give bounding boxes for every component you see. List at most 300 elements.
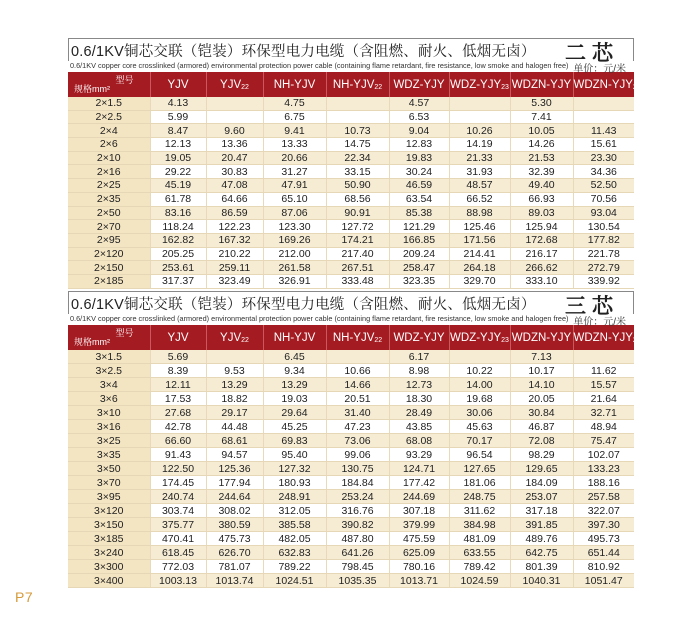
price-cell: 93.04	[573, 206, 634, 220]
price-cell: 10.73	[326, 124, 389, 138]
price-cell: 13.29	[263, 378, 326, 392]
column-header	[326, 72, 389, 97]
price-cell: 470.41	[150, 532, 206, 546]
price-cell: 70.17	[449, 434, 510, 448]
spec-cell: 2×50	[68, 206, 150, 220]
price-cell: 216.17	[510, 247, 573, 261]
price-cell: 87.06	[263, 206, 326, 220]
header-row	[68, 72, 634, 97]
price-cell: 17.53	[150, 392, 206, 406]
price-cell: 8.47	[150, 124, 206, 138]
price-cell: 95.40	[263, 448, 326, 462]
price-cell: 127.65	[449, 462, 510, 476]
price-cell	[573, 97, 634, 110]
column-header-name: WDZN-YJY	[511, 78, 572, 91]
price-cell	[206, 350, 263, 364]
price-cell	[326, 110, 389, 124]
column-header-subscript: 22	[374, 336, 383, 344]
column-header-subscript: 22	[241, 83, 249, 91]
price-cell: 68.56	[326, 192, 389, 206]
price-cell: 102.07	[573, 448, 634, 462]
price-cell: 18.30	[389, 392, 449, 406]
price-cell: 75.47	[573, 434, 634, 448]
price-cell: 89.03	[510, 206, 573, 220]
price-cell: 130.54	[573, 220, 634, 234]
column-header-name: NH-YJV	[273, 78, 316, 91]
price-cell: 10.17	[510, 364, 573, 378]
price-cell: 1013.74	[206, 574, 263, 588]
price-cell: 390.82	[326, 518, 389, 532]
price-cell: 8.39	[150, 364, 206, 378]
price-cell: 14.19	[449, 138, 510, 152]
price-cell: 15.57	[573, 378, 634, 392]
price-cell: 317.18	[510, 504, 573, 518]
price-cell: 184.84	[326, 476, 389, 490]
column-header	[263, 72, 326, 97]
price-cell: 248.91	[263, 490, 326, 504]
price-cell: 177.82	[573, 233, 634, 247]
price-cell: 30.06	[449, 406, 510, 420]
price-cell: 6.75	[263, 110, 326, 124]
price-cell: 217.40	[326, 247, 389, 261]
column-header	[449, 325, 510, 350]
price-cell: 14.10	[510, 378, 573, 392]
price-cell: 626.70	[206, 546, 263, 560]
price-cell: 311.62	[449, 504, 510, 518]
price-cell: 32.71	[573, 406, 634, 420]
price-cell: 267.51	[326, 261, 389, 275]
section-title: 0.6/1KV铜芯交联（铠装）环保型电力电缆（含阻燃、耐火、低烟无卤）	[71, 44, 536, 60]
spec-cell: 3×2.5	[68, 364, 150, 378]
price-cell: 174.21	[326, 233, 389, 247]
column-header	[263, 325, 326, 350]
table-row	[68, 233, 634, 247]
spec-cell: 3×6	[68, 392, 150, 406]
price-cell: 210.22	[206, 247, 263, 261]
table-row	[68, 490, 634, 504]
table-row	[68, 192, 634, 206]
corner-header	[68, 325, 150, 350]
price-cell: 11.43	[573, 124, 634, 138]
price-cell: 329.70	[449, 274, 510, 288]
price-cell: 266.62	[510, 261, 573, 275]
price-cell: 625.09	[389, 546, 449, 560]
price-cell: 1013.71	[389, 574, 449, 588]
price-cell: 172.68	[510, 233, 573, 247]
price-cell: 495.73	[573, 532, 634, 546]
price-cell: 133.23	[573, 462, 634, 476]
column-header-subscript: 23	[501, 336, 509, 344]
table-row	[68, 179, 634, 193]
price-cell: 166.85	[389, 233, 449, 247]
table-row	[68, 151, 634, 165]
price-cell: 19.03	[263, 392, 326, 406]
table-row	[68, 406, 634, 420]
table-row	[68, 261, 634, 275]
price-cell	[206, 110, 263, 124]
table-row	[68, 247, 634, 261]
price-cell: 29.17	[206, 406, 263, 420]
price-cell: 23.30	[573, 151, 634, 165]
table-row	[68, 220, 634, 234]
price-cell: 240.74	[150, 490, 206, 504]
price-cell: 47.91	[263, 179, 326, 193]
price-cell: 48.94	[573, 420, 634, 434]
price-cell: 316.76	[326, 504, 389, 518]
column-header	[389, 72, 449, 97]
spec-cell: 3×4	[68, 378, 150, 392]
column-header-subscript: 22	[241, 336, 249, 344]
price-cell: 169.26	[263, 233, 326, 247]
price-cell: 253.07	[510, 490, 573, 504]
price-cell: 44.48	[206, 420, 263, 434]
spec-cell: 2×6	[68, 138, 150, 152]
price-cell: 385.58	[263, 518, 326, 532]
price-cell: 65.10	[263, 192, 326, 206]
spec-cell: 3×16	[68, 420, 150, 434]
price-cell: 10.22	[449, 364, 510, 378]
spec-cell: 2×2.5	[68, 110, 150, 124]
price-cell: 19.83	[389, 151, 449, 165]
price-cell: 9.41	[263, 124, 326, 138]
spec-cell: 2×10	[68, 151, 150, 165]
column-header	[150, 325, 206, 350]
spec-cell: 3×1.5	[68, 350, 150, 364]
price-cell: 43.85	[389, 420, 449, 434]
price-cell: 129.65	[510, 462, 573, 476]
price-cell: 14.00	[449, 378, 510, 392]
table-row	[68, 392, 634, 406]
price-cell: 91.43	[150, 448, 206, 462]
price-cell: 261.58	[263, 261, 326, 275]
price-cell: 27.68	[150, 406, 206, 420]
price-cell: 124.71	[389, 462, 449, 476]
column-header-subscript: 23	[632, 83, 641, 91]
price-cell: 171.56	[449, 233, 510, 247]
price-cell: 481.09	[449, 532, 510, 546]
corner-header	[68, 72, 150, 97]
price-cell: 47.08	[206, 179, 263, 193]
price-cell: 1035.35	[326, 574, 389, 588]
price-cell: 32.39	[510, 165, 573, 179]
price-cell: 12.73	[389, 378, 449, 392]
column-header	[206, 325, 263, 350]
price-cell: 7.41	[510, 110, 573, 124]
price-cell: 264.18	[449, 261, 510, 275]
table-row	[68, 350, 634, 364]
table-row	[68, 124, 634, 138]
price-cell: 651.44	[573, 546, 634, 560]
table-row	[68, 434, 634, 448]
column-header	[573, 72, 641, 97]
price-cell: 86.59	[206, 206, 263, 220]
price-cell: 19.68	[449, 392, 510, 406]
price-cell: 130.75	[326, 462, 389, 476]
page-number: P7	[15, 589, 34, 605]
price-cell: 482.05	[263, 532, 326, 546]
price-cell: 323.49	[206, 274, 263, 288]
price-cell: 48.57	[449, 179, 510, 193]
price-cell: 177.94	[206, 476, 263, 490]
price-cell: 253.61	[150, 261, 206, 275]
spec-cell: 3×70	[68, 476, 150, 490]
price-cell: 29.64	[263, 406, 326, 420]
price-cell: 125.36	[206, 462, 263, 476]
price-cell: 6.17	[389, 350, 449, 364]
column-header-name: NH-YJV	[332, 78, 375, 91]
price-cell: 177.42	[389, 476, 449, 490]
price-cell: 214.41	[449, 247, 510, 261]
price-cell: 248.75	[449, 490, 510, 504]
price-cell: 801.39	[510, 560, 573, 574]
price-cell: 13.29	[206, 378, 263, 392]
price-cell: 66.52	[449, 192, 510, 206]
spec-cell: 2×120	[68, 247, 150, 261]
price-cell: 125.94	[510, 220, 573, 234]
price-cell: 257.58	[573, 490, 634, 504]
price-cell: 1024.59	[449, 574, 510, 588]
column-header-name: YJV	[220, 331, 242, 344]
spec-cell: 2×95	[68, 233, 150, 247]
price-cell: 50.90	[326, 179, 389, 193]
price-cell: 9.60	[206, 124, 263, 138]
price-cell: 66.60	[150, 434, 206, 448]
core-label: 三芯	[565, 294, 619, 318]
price-cell: 64.66	[206, 192, 263, 206]
column-header-name: WDZ-YJY	[450, 331, 502, 344]
price-cell: 4.13	[150, 97, 206, 110]
price-cell: 125.46	[449, 220, 510, 234]
price-cell: 781.07	[206, 560, 263, 574]
price-cell: 1024.51	[263, 574, 326, 588]
price-cell: 244.69	[389, 490, 449, 504]
price-cell: 47.23	[326, 420, 389, 434]
spec-cell: 3×50	[68, 462, 150, 476]
price-cell: 69.83	[263, 434, 326, 448]
price-cell: 1003.13	[150, 574, 206, 588]
price-cell: 14.75	[326, 138, 389, 152]
price-cell: 180.93	[263, 476, 326, 490]
column-header-name: WDZ-YJY	[393, 78, 445, 91]
price-cell	[206, 97, 263, 110]
price-cell: 31.40	[326, 406, 389, 420]
price-cell: 29.22	[150, 165, 206, 179]
price-cell: 127.32	[263, 462, 326, 476]
price-cell: 326.91	[263, 274, 326, 288]
price-cell: 633.55	[449, 546, 510, 560]
price-cell: 18.82	[206, 392, 263, 406]
price-cell: 6.53	[389, 110, 449, 124]
price-cell: 12.13	[150, 138, 206, 152]
section-header	[68, 291, 634, 318]
price-cell: 68.61	[206, 434, 263, 448]
table-row	[68, 448, 634, 462]
price-cell	[573, 110, 634, 124]
table-row	[68, 97, 634, 110]
spec-cell: 3×300	[68, 560, 150, 574]
price-cell: 641.26	[326, 546, 389, 560]
price-cell: 93.29	[389, 448, 449, 462]
price-cell: 12.83	[389, 138, 449, 152]
price-cell: 339.92	[573, 274, 634, 288]
spec-cell: 2×1.5	[68, 97, 150, 110]
table-row	[68, 574, 634, 588]
column-header	[449, 72, 510, 97]
price-cell: 20.05	[510, 392, 573, 406]
price-cell: 121.29	[389, 220, 449, 234]
price-cell: 221.78	[573, 247, 634, 261]
section-title: 0.6/1KV铜芯交联（铠装）环保型电力电缆（含阻燃、耐火、低烟无卤）	[71, 297, 536, 313]
price-cell: 272.79	[573, 261, 634, 275]
price-cell: 31.93	[449, 165, 510, 179]
price-cell: 303.74	[150, 504, 206, 518]
table-row	[68, 420, 634, 434]
price-cell: 384.98	[449, 518, 510, 532]
price-cell: 70.56	[573, 192, 634, 206]
column-header-subscript: 23	[501, 83, 509, 91]
price-cell: 181.06	[449, 476, 510, 490]
price-cell: 30.24	[389, 165, 449, 179]
column-header-name: WDZN-YJY	[573, 78, 633, 91]
table-row	[68, 110, 634, 124]
price-cell: 20.47	[206, 151, 263, 165]
price-cell: 642.75	[510, 546, 573, 560]
price-cell: 5.99	[150, 110, 206, 124]
price-cell: 33.15	[326, 165, 389, 179]
price-cell: 475.73	[206, 532, 263, 546]
spec-cell: 3×120	[68, 504, 150, 518]
price-cell: 123.30	[263, 220, 326, 234]
column-header	[573, 325, 641, 350]
price-cell: 7.13	[510, 350, 573, 364]
price-cell: 45.19	[150, 179, 206, 193]
price-cell: 72.08	[510, 434, 573, 448]
price-cell: 780.16	[389, 560, 449, 574]
price-cell: 96.54	[449, 448, 510, 462]
price-cell: 188.16	[573, 476, 634, 490]
table-row	[68, 518, 634, 532]
column-header-name: NH-YJV	[273, 331, 316, 344]
price-cell: 772.03	[150, 560, 206, 574]
table-row	[68, 165, 634, 179]
price-cell: 13.36	[206, 138, 263, 152]
column-header-name: WDZN-YJY	[511, 331, 572, 344]
table-row	[68, 462, 634, 476]
type-header-label: 型号	[115, 75, 134, 85]
spec-cell: 2×16	[68, 165, 150, 179]
price-cell: 258.47	[389, 261, 449, 275]
price-cell: 46.59	[389, 179, 449, 193]
price-table	[68, 325, 641, 588]
column-header-name: WDZ-YJY	[393, 331, 445, 344]
spec-cell: 2×25	[68, 179, 150, 193]
spec-cell: 2×185	[68, 274, 150, 288]
column-header-name: YJV	[220, 78, 242, 91]
price-cell: 375.77	[150, 518, 206, 532]
spec-cell: 2×4	[68, 124, 150, 138]
price-cell: 308.02	[206, 504, 263, 518]
price-cell: 317.37	[150, 274, 206, 288]
price-cell: 9.04	[389, 124, 449, 138]
price-cell: 333.48	[326, 274, 389, 288]
price-cell: 789.42	[449, 560, 510, 574]
price-cell	[326, 350, 389, 364]
column-header	[510, 72, 573, 97]
price-cell: 798.45	[326, 560, 389, 574]
price-cell: 379.99	[389, 518, 449, 532]
price-cell: 810.92	[573, 560, 634, 574]
price-cell	[449, 110, 510, 124]
price-cell: 14.66	[326, 378, 389, 392]
price-cell: 5.69	[150, 350, 206, 364]
spec-cell: 2×35	[68, 192, 150, 206]
price-cell: 174.45	[150, 476, 206, 490]
table-row	[68, 378, 634, 392]
spec-cell: 3×10	[68, 406, 150, 420]
price-cell: 73.06	[326, 434, 389, 448]
price-cell: 30.83	[206, 165, 263, 179]
price-cell: 19.05	[150, 151, 206, 165]
price-cell: 13.33	[263, 138, 326, 152]
price-cell: 618.45	[150, 546, 206, 560]
section-header	[68, 38, 634, 65]
price-cell: 167.32	[206, 233, 263, 247]
price-cell: 85.38	[389, 206, 449, 220]
spec-header-label: 规格mm²	[74, 84, 110, 94]
spec-cell: 2×70	[68, 220, 150, 234]
unit-label: 单价：元/米	[573, 64, 626, 75]
price-cell: 333.10	[510, 274, 573, 288]
spec-cell: 3×240	[68, 546, 150, 560]
price-cell: 127.72	[326, 220, 389, 234]
price-cell: 212.00	[263, 247, 326, 261]
price-cell: 9.53	[206, 364, 263, 378]
table-row	[68, 138, 634, 152]
section-subtitle: 0.6/1KV copper core crosslinked (armored) environmental protection power cable (containing flame retardant, fire resistance, low smoke and halogen free)	[70, 61, 569, 70]
price-cell: 94.57	[206, 448, 263, 462]
column-header-name: YJV	[167, 331, 189, 344]
price-cell: 487.80	[326, 532, 389, 546]
price-cell: 259.11	[206, 261, 263, 275]
price-cell: 22.34	[326, 151, 389, 165]
core-label: 二芯	[565, 41, 619, 65]
spec-cell: 3×185	[68, 532, 150, 546]
spec-cell: 2×150	[68, 261, 150, 275]
price-cell: 68.08	[389, 434, 449, 448]
price-cell: 632.83	[263, 546, 326, 560]
column-header-name: YJV	[167, 78, 189, 91]
type-header-label: 型号	[115, 328, 134, 338]
price-cell: 66.93	[510, 192, 573, 206]
price-cell	[326, 97, 389, 110]
column-header	[326, 325, 389, 350]
price-cell: 11.62	[573, 364, 634, 378]
price-cell: 12.11	[150, 378, 206, 392]
table-body	[68, 97, 634, 288]
price-cell: 10.26	[449, 124, 510, 138]
price-cell: 15.61	[573, 138, 634, 152]
price-cell: 21.33	[449, 151, 510, 165]
price-cell: 49.40	[510, 179, 573, 193]
price-cell: 323.35	[389, 274, 449, 288]
price-cell: 46.87	[510, 420, 573, 434]
price-cell: 209.24	[389, 247, 449, 261]
price-cell: 1051.47	[573, 574, 634, 588]
price-cell: 380.59	[206, 518, 263, 532]
price-cell: 30.84	[510, 406, 573, 420]
price-cell: 31.27	[263, 165, 326, 179]
spec-cell: 3×95	[68, 490, 150, 504]
